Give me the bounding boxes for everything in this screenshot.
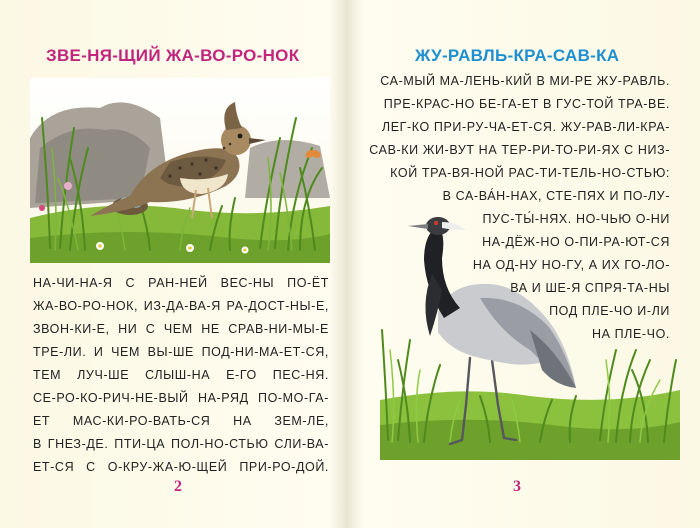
text-line: ЕТ-СЯ С О-КРУ-ЖА-Ю-ЩЕЙ ПРИ-РО-ДОЙ. bbox=[33, 460, 329, 474]
text-line: ЖА-ВО-РО-НОК, ИЗ-ДА-ВА-Я РА-ДОСТ-НЫ-Е, bbox=[33, 299, 329, 313]
right-page bbox=[350, 0, 700, 528]
left-page-title: ЗВЕ-НЯ-ЩИЙ ЖА-ВО-РО-НОК bbox=[46, 46, 300, 65]
text-line: ПОД ПЛЕ-ЧО И-ЛИ bbox=[549, 304, 670, 318]
skylark-illustration bbox=[30, 78, 330, 263]
text-line: ПРЕ-КРАС-НО БЕ-ГА-ЕТ В ГУС-ТОЙ ТРА-ВЕ. bbox=[383, 97, 670, 111]
text-line: ЛЕГ-КО ПРИ-РУ-ЧА-ЕТ-СЯ. ЖУ-РАВ-ЛИ-КРА- bbox=[381, 120, 670, 134]
page-number-right: 3 bbox=[513, 478, 521, 495]
text-line: В ГНЕЗ-ДЕ. ПТИ-ЦА ПОЛ-НО-СТЬЮ СЛИ-ВА- bbox=[33, 437, 329, 451]
text-line: НА ОД-НУ НО-ГУ, А ИХ ГО-ЛО- bbox=[472, 258, 670, 272]
text-line: ВА И ШЕ-Я СПРЯ-ТА-НЫ bbox=[510, 281, 670, 295]
text-line: НА-ЧИ-НА-Я С РАН-НЕЙ ВЕС-НЫ ПО-ЁТ bbox=[33, 276, 329, 290]
text-line: ПУС-ТЫ́-НЯХ. НО-ЧЬЮ О-НИ bbox=[482, 212, 670, 226]
text-line: НА ПЛЕ-ЧО. bbox=[591, 327, 670, 341]
page-number-left: 2 bbox=[174, 478, 182, 495]
text-line: ТЕМ ЛУЧ-ШЕ СЛЫШ-НА Е-ГО ПЕС-НЯ. bbox=[33, 368, 329, 382]
text-line: НА-ДЁЖ-НО О-ПИ-РА-ЮТ-СЯ bbox=[482, 235, 670, 249]
text-line: СЕ-РО-КО-РИЧ-НЕ-ВЫЙ НА-РЯД ПО-МО-ГА- bbox=[33, 391, 329, 405]
text-line: ТРЕ-ЛИ. И ЧЕМ ВЫ-ШЕ ПОД-НИ-МА-ЕТ-СЯ, bbox=[33, 345, 329, 359]
text-line: ЗВОН-КИ-Е, НИ С ЧЕМ НЕ СРАВ-НИ-МЫ-Е bbox=[33, 322, 329, 336]
text-line: ЕТ МАС-КИ-РО-ВАТЬ-СЯ НА ЗЕМ-ЛЕ, bbox=[33, 414, 329, 428]
left-page-text bbox=[33, 272, 329, 479]
text-line: СА-МЫЙ МА-ЛЕНЬ-КИЙ В МИ-РЕ ЖУ-РАВЛЬ. bbox=[380, 74, 670, 88]
text-line: В СА-ВА́Н-НАХ, СТЕ-ПЯХ И ПО-ЛУ- bbox=[442, 189, 670, 203]
right-page-text bbox=[350, 70, 670, 346]
text-line: САВ-КИ ЖИ-ВУТ НА ТЕР-РИ-ТО-РИ-ЯХ С НИЗ- bbox=[369, 143, 670, 157]
text-line: КОЙ ТРА-ВЯ-НОЙ РАС-ТИ-ТЕЛЬ-НО-СТЬЮ: bbox=[390, 166, 670, 180]
right-page-title: ЖУ-РАВЛЬ-КРА-САВ-КА bbox=[415, 46, 620, 65]
